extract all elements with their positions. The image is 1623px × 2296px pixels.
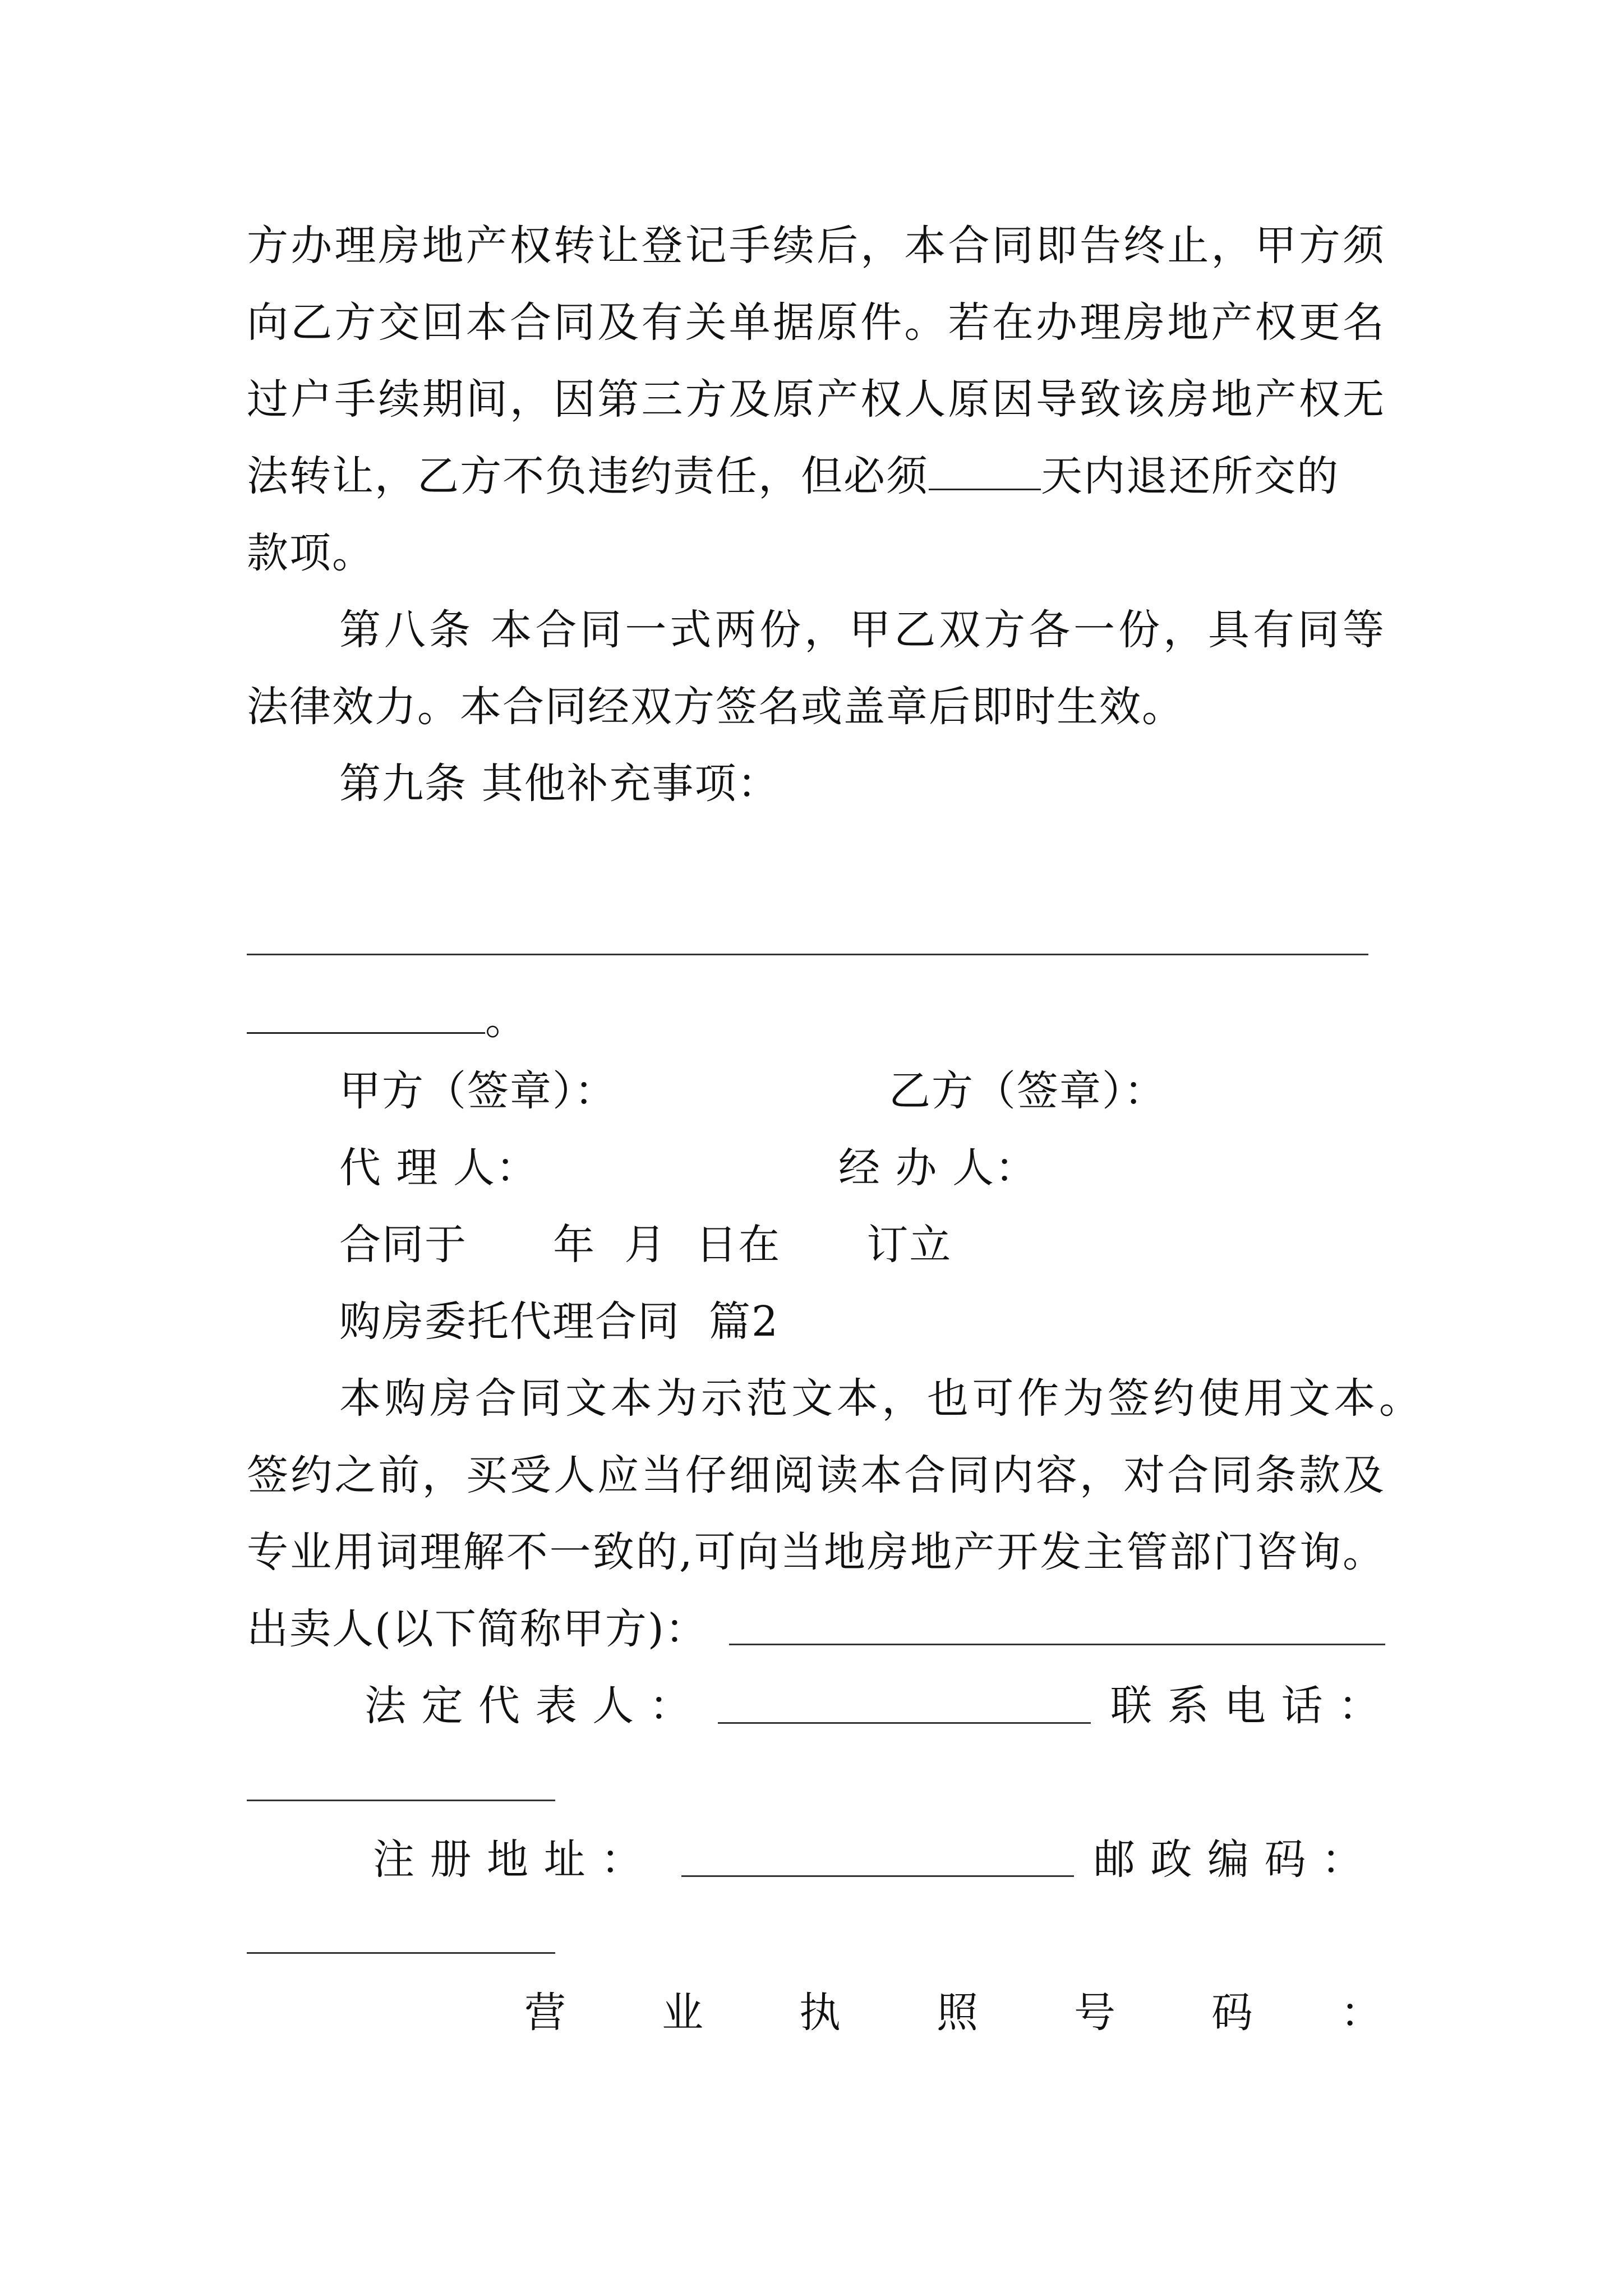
text-line-4-start: 法转让，乙方不负违约责任，但必须 xyxy=(247,452,929,500)
days-blank xyxy=(929,449,1041,490)
article-8-line-1: 第八条 本合同一式两份，甲乙双方各一份，具有同等 xyxy=(339,606,1385,654)
postal-code-label: 邮 政 编 码 ： xyxy=(1094,1835,1364,1884)
intro-line-1: 本购房合同文本为示范文本，也可作为签约使用文本。 xyxy=(339,1374,1422,1423)
supplement-blank-short xyxy=(247,993,485,1034)
supplement-period: 。 xyxy=(485,996,528,1044)
supplement-blank-end xyxy=(247,992,528,1048)
reg-address-label: 注 册 地 址 ： xyxy=(373,1835,644,1884)
license-char-2: 业 xyxy=(662,1989,704,2037)
contract-date-place: 合同于 年 月 日在 订立 xyxy=(339,1221,952,1269)
intro-line-2: 签约之前，买受人应当仔细阅读本合同内容，对合同条款及 xyxy=(247,1451,1385,1499)
license-colon: ： xyxy=(1340,1989,1383,2037)
seller-blank xyxy=(729,1644,1385,1645)
party-a-signature-label: 甲方（签章）： xyxy=(339,1067,617,1115)
section-title-part-2: 购房委托代理合同 篇2 xyxy=(339,1297,780,1346)
phone-blank xyxy=(247,1800,555,1801)
postal-code-blank xyxy=(247,1952,555,1954)
reg-address-blank xyxy=(681,1875,1074,1877)
supplement-blank-line xyxy=(247,954,1368,955)
license-char-3: 执 xyxy=(799,1989,842,2037)
legal-rep-label: 法 定 代 表 人 ： xyxy=(365,1682,692,1730)
party-b-signature-label: 乙方（签章）： xyxy=(889,1067,1166,1115)
text-line-1: 方办理房地产权转让登记手续后，本合同即告终止，甲方须 xyxy=(247,222,1385,270)
license-char-4: 照 xyxy=(937,1989,979,2037)
article-9-heading: 第九条 其他补充事项： xyxy=(339,760,780,808)
article-8-line-2: 法律效力。本合同经双方签名或盖章后即时生效。 xyxy=(247,683,1184,731)
text-line-4 xyxy=(247,448,1339,504)
intro-line-3: 专业用词理解不一致的,可向当地房地产开发主管部门咨询。 xyxy=(247,1528,1385,1576)
legal-rep-blank xyxy=(718,1722,1091,1724)
text-line-5: 款项。 xyxy=(247,529,375,577)
phone-label: 联 系 电 话 ： xyxy=(1110,1682,1381,1730)
seller-label: 出卖人(以下简称甲方)： xyxy=(247,1605,708,1653)
license-char-1: 营 xyxy=(524,1989,567,2037)
text-line-4-end: 天内退还所交的 xyxy=(1041,452,1339,500)
text-line-3: 过户手续期间，因第三方及原产权人原因导致该房地产权无 xyxy=(247,375,1385,424)
agent-label: 代 理 人： xyxy=(339,1144,539,1192)
text-line-2: 向乙方交回本合同及有关单据原件。若在办理房地产权更名 xyxy=(247,298,1385,347)
handler-label: 经 办 人： xyxy=(838,1144,1038,1192)
license-char-5: 号 xyxy=(1074,1989,1117,2037)
license-char-6: 码 xyxy=(1211,1989,1254,2037)
